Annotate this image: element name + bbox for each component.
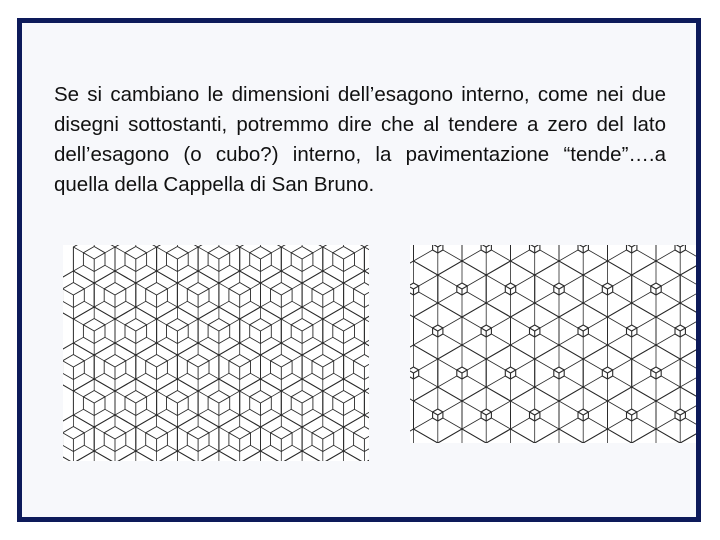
hexagon-cube-tiling-large-inner-icon xyxy=(63,245,369,461)
figure-tiling-small-cubes xyxy=(410,245,696,443)
slide-frame xyxy=(17,18,701,522)
figure-tiling-large-cubes xyxy=(63,245,369,461)
hexagon-cube-tiling-small-inner-icon xyxy=(410,245,696,443)
slide-body-text: Se si cambiano le dimensioni dell’esagono interno, come nei due disegni sottostanti, potremmo dire che al tendere a zero del lato dell’esagono (o cubo?) interno, la pavimentazione “tende”….a quella della Cappella di San Bruno. xyxy=(54,83,666,196)
